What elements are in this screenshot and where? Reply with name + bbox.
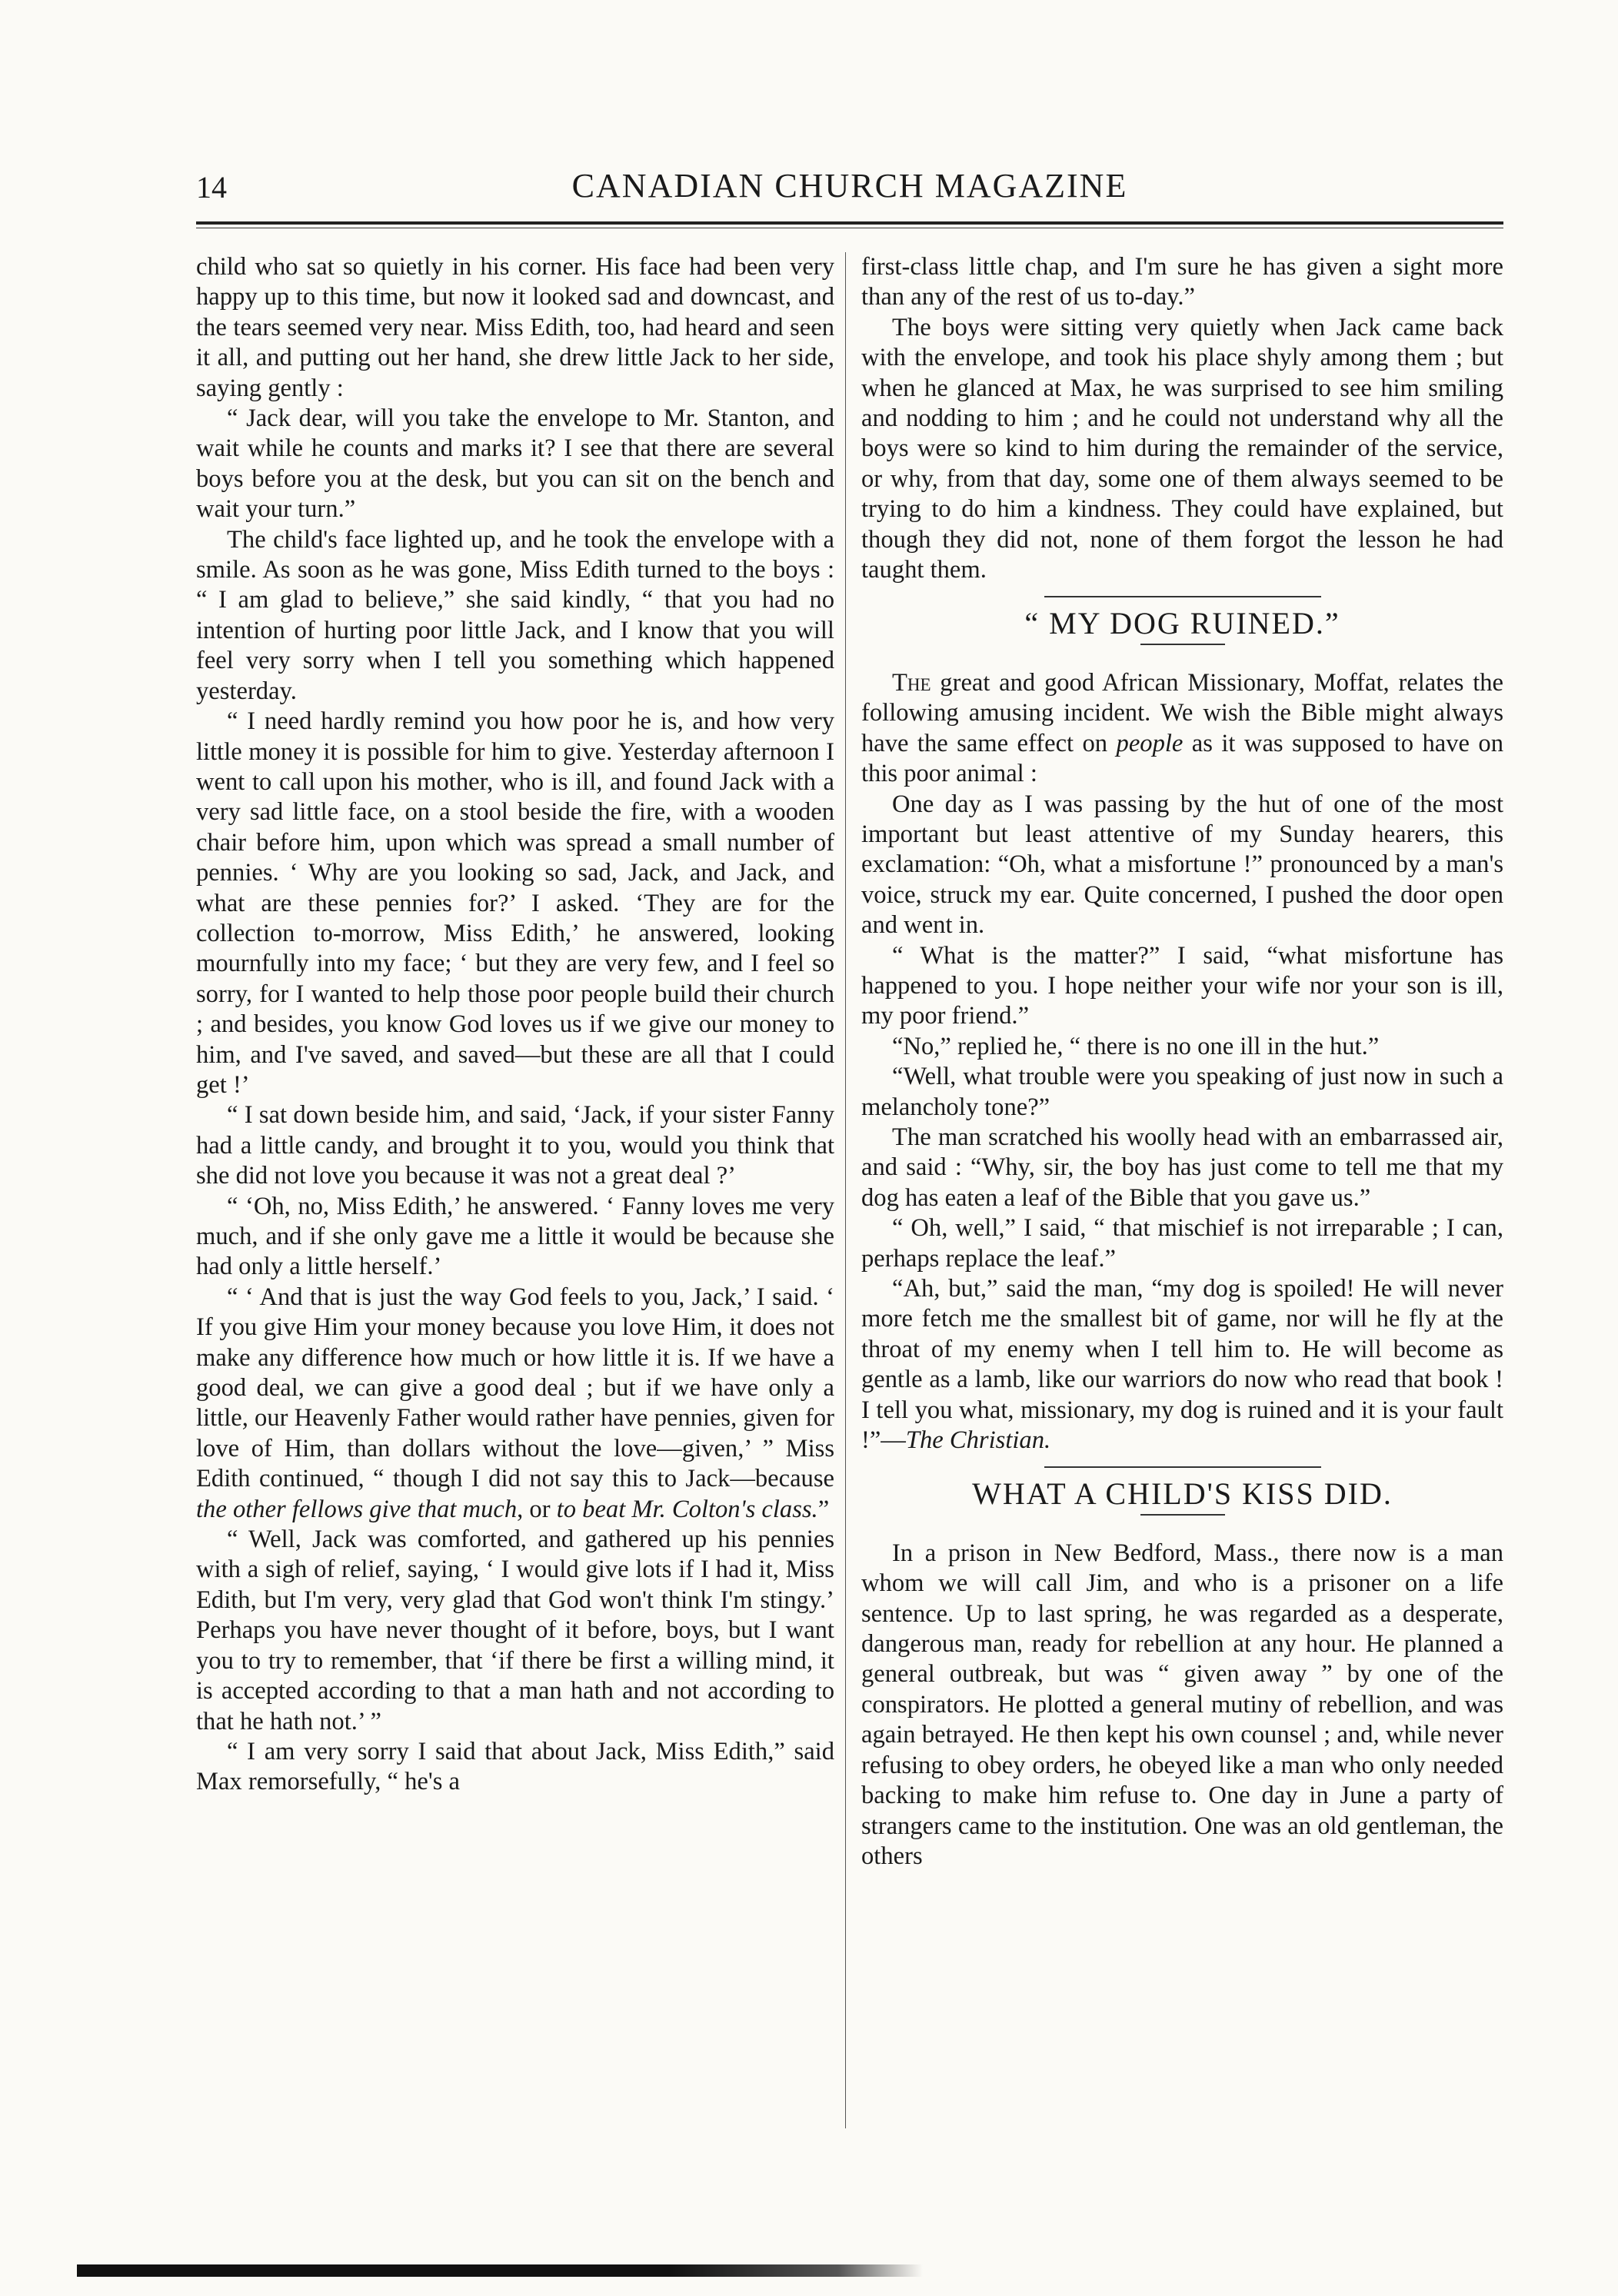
paragraph: “ Well, Jack was comforted, and gathered up his pennies with a sigh of relief, saying, ‘ I would give lots if I had it, Miss Edith, but I'm very, very glad that God won't think I'm stingy.’ Perhaps you have never thought of it before, boys, but I want you to try to remember, that ‘if there be first a willing mind, it is accepted according to that a man hath and not according to that he hath not.’ ” (196, 1526, 834, 1735)
italic-text: the other fellows give that much (196, 1495, 518, 1523)
section-title-childs-kiss: WHAT A CHILD'S KISS DID. (972, 1476, 1393, 1512)
paragraph: “ I sat down beside him, and said, ‘Jack, if your sister Fanny had a little candy, and brought it to you, would you think that she did not love you because it was not a great deal ?’ (196, 1101, 834, 1190)
italic-text: people (1116, 729, 1184, 757)
section-rule (1044, 596, 1321, 597)
paragraph: “ I am very sorry I said that about Jack, Miss Edith,” said Max remorsefully, “ he's a (196, 1737, 834, 1796)
page-number: 14 (196, 170, 227, 205)
header-rule (196, 221, 1503, 225)
paragraph: “Well, what trouble were you speaking of just now in such a melancholy tone?” (861, 1063, 1503, 1121)
paragraph: The boys were sitting very quietly when Jack came back with the envelope, and took his place shyly among them ; but when he glanced at Max, he was surprised to see him smiling and nodding to him ; and he could not understand why all the boys were so kind to him during the remainder of the service, or why, from that day, some one of them always seemed to be trying to do him a kindness. They could have explained, but though they did not, none of them forgot the lesson he had taught them. (861, 313, 1503, 584)
italic-text: The Christian. (905, 1426, 1051, 1455)
paragraph: “ Oh, well,” I said, “ that mischief is not irreparable ; I can, perhaps replace the leaf.” (861, 1214, 1503, 1273)
column-divider (845, 252, 846, 2128)
paragraph: The man scratched his woolly head with an embarrassed air, and said : “Why, sir, the boy has just come to tell me that my dog has eaten a leaf of the Bible that you gave us.” (861, 1123, 1503, 1212)
italic-text: to beat Mr. Colton's class. (556, 1495, 818, 1523)
running-head: CANADIAN CHURCH MAGAZINE (571, 167, 1128, 205)
right-column (861, 252, 1503, 1872)
text-run: , or (517, 1495, 557, 1523)
section-title-my-dog-ruined: “ MY DOG RUINED.” (1024, 606, 1340, 641)
lead-word: The (892, 668, 931, 697)
paragraph: The child's face lighted up, and he took the envelope with a smile. As soon as he was gone, Miss Edith turned to the boys : “ I am glad to believe,” she said kindly, “ that you had no intention of hurting poor little Jack, and I know that you will feel very sorry when I tell you something which happened yesterday. (196, 525, 834, 705)
section-rule (1044, 1466, 1321, 1468)
text-run: great and good African Missionary, Moffat, relates the following amusing incident. We wish the Bible might always have the same effect on (861, 668, 1503, 757)
text-run: as it was supposed to have on this poor animal : (861, 729, 1503, 788)
page-header (196, 161, 1503, 215)
paragraph: “ ‘Oh, no, Miss Edith,’ he answered. ‘ Fanny loves me very much, and if she only gave me a little it would be because she had only a little herself.’ (196, 1192, 834, 1281)
paragraph: “ What is the matter?” I said, “what misfortune has happened to you. I hope neither your wife nor your son is ill, my poor friend.” (861, 941, 1503, 1030)
paragraph: “No,” replied he, “ there is no one ill in the hut.” (892, 1032, 1380, 1060)
paragraph: “ Jack dear, will you take the envelope to Mr. Stanton, and wait while he counts and marks it? I see that there are several boys before you at the desk, but you can sit on the bench and wait your turn.” (196, 404, 834, 524)
paragraph: One day as I was passing by the hut of one of the most important but least attentive of my Sunday hearers, this exclamation: “Oh, what a misfortune !” pronounced by a man's voice, struck my ear. Quite concerned, I pushed the door open and went in. (861, 790, 1503, 940)
text-run: “Ah, but,” said the man, “my dog is spoiled! He will never more fetch me the smallest bit of game, nor will he fly at the throat of my enemy when I tell him to. He will become as gentle as a lamb, like our warriors do now who read that book ! I tell you what, missionary, my dog is ruined and it is your fault !”— (861, 1275, 1503, 1455)
text-run: ” (817, 1495, 830, 1523)
paragraph: In a prison in New Bedford, Mass., there now is a man whom we will call Jim, and who is a prisoner on a life sentence. Up to last spring, he was regarded as a desperate, dangerous man, ready for rebellion at any hour. He planned a general outbreak, but was “ given away ” by one of the conspirators. He plotted a general mutiny of rebellion, and was again betrayed. He then kept his own counsel ; and, while never refusing to obey orders, he obeyed like a man who only needed backing to make him refuse to. One day in June a party of strangers came to the institution. One was an old gentleman, the others (861, 1539, 1503, 1870)
paragraph: child who sat so quietly in his corner. His face had been very happy up to this time, but now it looked sad and downcast, and the tears seemed very near. Miss Edith, too, had heard and seen it all, and putting out her hand, she drew little Jack to her side, saying gently : (196, 253, 834, 402)
text-run: “ ‘ And that is just the way God feels to you, Jack,’ I said. ‘ If you give Him your money because you love Him, it does not make any difference how much or how little it is. If we have a good deal, we can give a good deal ; but if we have only a little, our Heavenly Father would rather have pennies, given for love of Him, than dollars without the love—given,’ ” Miss Edith continued, “ though I did not say this to Jack—because (196, 1283, 834, 1493)
section-short-rule (1140, 1514, 1225, 1516)
paragraph: first-class little chap, and I'm sure he has given a sight more than any of the rest of us to-day.” (861, 253, 1503, 311)
paragraph (196, 1283, 834, 1525)
paragraph: “ I need hardly remind you how poor he is, and how very little money it is possible for him to give. Yesterday afternoon I went to call upon his mother, who is ill, and found Jack with a very sad little face, on a stool beside the fire, with a wooden chair before him, upon which was spread a small number of pennies. ‘ Why are you looking so sad, Jack, and Jack, and what are these pennies for?’ I asked. ‘They are for the collection to-morrow, Miss Edith,’ he answered, looking mournfully into my face; ‘ but they are very few, and I feel so sorry, for I wanted to help those poor people build their church ; and besides, you know God loves us if we give our money to him, and I've saved, and saved—but these are all that I could get !’ (196, 707, 834, 1099)
paragraph (861, 1274, 1503, 1456)
left-column (196, 252, 834, 1798)
section-short-rule (1140, 644, 1225, 645)
bottom-print-bar (77, 2264, 923, 2277)
paragraph (861, 668, 1503, 790)
